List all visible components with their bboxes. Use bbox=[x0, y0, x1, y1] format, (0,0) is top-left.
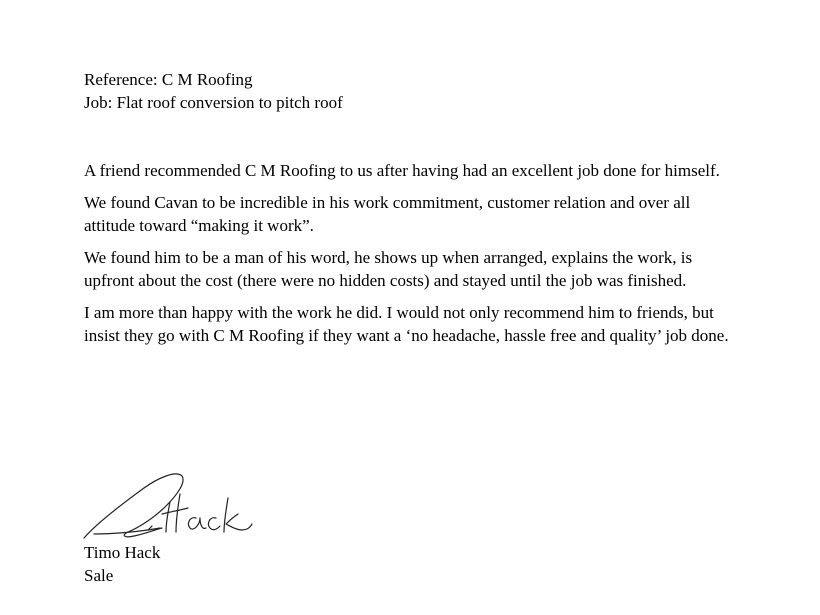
handwritten-signature bbox=[82, 468, 254, 544]
job-line: Job: Flat roof conversion to pitch roof bbox=[84, 93, 343, 112]
reference-header bbox=[84, 68, 343, 114]
paragraph-3: We found him to be a man of his word, he shows up when arranged, explains the work, is upfront about the cost (there were no hidden costs) and stayed until the job was finished. bbox=[84, 248, 693, 290]
testimonial-body bbox=[84, 159, 734, 356]
paragraph-2: We found Cavan to be incredible in his work commitment, customer relation and over all attitude toward “making it work”. bbox=[84, 193, 691, 235]
paragraph-4: I am more than happy with the work he did. I would not only recommend him to friends, but insist they go with C M Roofing if they want a ‘no headache, hassle free and quality’ job done. bbox=[84, 303, 729, 345]
paragraph-1: A friend recommended C M Roofing to us after having had an excellent job done for himself. bbox=[84, 161, 720, 180]
signer-location: Sale bbox=[84, 566, 114, 585]
signer-name: Timo Hack bbox=[84, 543, 161, 562]
reference-line: Reference: C M Roofing bbox=[84, 70, 253, 89]
signer-block bbox=[84, 541, 160, 587]
